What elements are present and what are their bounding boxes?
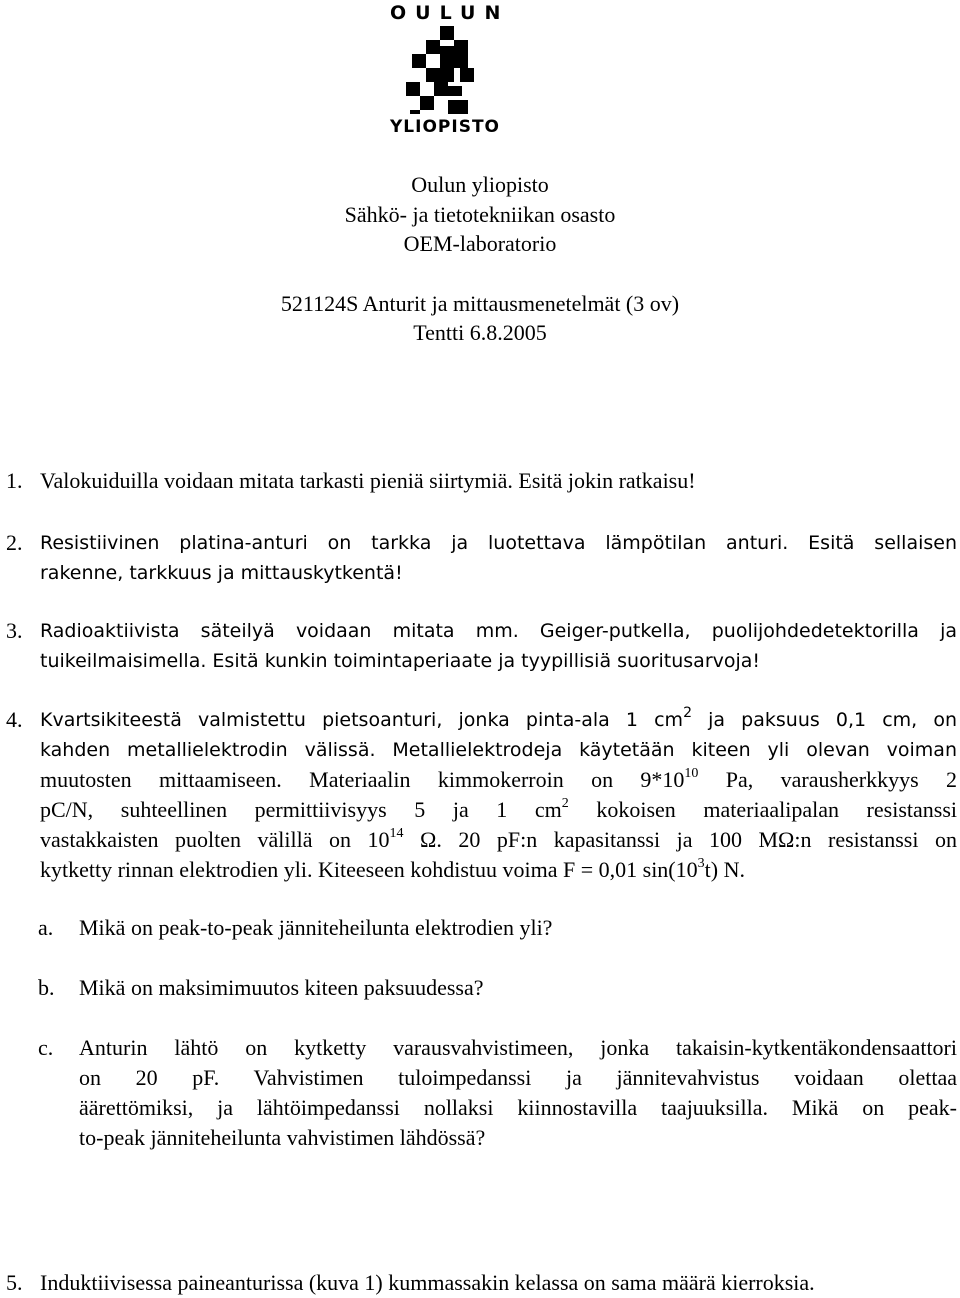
question-4-line-3: muutosten mittaamiseen. Materiaalin kimmokerroin on $9*10^{10}$ Pa, varausherkkyys 2 bbox=[40, 765, 958, 792]
question-5-number: 5. bbox=[6, 1270, 23, 1295]
question-2-line-2: rakenne, tarkkuus ja mittauskytkentä! bbox=[40, 562, 403, 584]
question-4c-line-2: on 20 pF. Vahvistimen tuloimpedanssi ja jännitevahvistus voidaan olettaa bbox=[79, 1065, 957, 1090]
question-4c-line-4: to-peak jänniteheilunta vahvistimen lähdössä? bbox=[79, 1125, 486, 1150]
question-4a-label: a. bbox=[38, 915, 54, 940]
question-4-number: 4. bbox=[6, 707, 23, 732]
course-title: 521124S Anturit ja mittausmenetelmät (3 ov) bbox=[280, 291, 680, 316]
laboratory-name: OEM-laboratorio bbox=[403, 231, 557, 256]
question-3-line-2: tuikeilmaisimella. Esitä kunkin toimintaperiaate ja tyypillisiä suoritusarvoja! bbox=[40, 650, 761, 672]
question-3-number: 3. bbox=[6, 618, 23, 643]
question-2-line-1: Resistiivinen platina-anturi on tarkka ja luotettava lämpötilan anturi. Esitä sellaisen bbox=[40, 532, 957, 554]
university-name: Oulun yliopisto bbox=[411, 172, 549, 197]
question-4c-line-3: äärettömiksi, ja lähtöimpedanssi nollaksi kiinnostavilla taajuuksilla. Mikä on peak- bbox=[79, 1095, 957, 1120]
question-4-line-4: pC/N, suhteellinen permittiivisyys 5 ja 1 $cm^2$ kokoisen materiaalipalan resistanssi bbox=[40, 795, 957, 822]
question-1-text: Valokuiduilla voidaan mitata tarkasti pieniä siirtymiä. Esitä jokin ratkaisu! bbox=[40, 468, 696, 493]
question-3 bbox=[40, 616, 957, 676]
question-4 bbox=[40, 705, 957, 885]
question-4b-label: b. bbox=[38, 975, 55, 1000]
exam-date: Tentti 6.8.2005 bbox=[413, 320, 547, 345]
question-4c bbox=[79, 1033, 957, 1153]
logo-top-word: OULUN bbox=[390, 2, 510, 24]
question-1 bbox=[40, 466, 957, 496]
question-4a-text: Mikä on peak-to-peak jänniteheilunta elektrodien yli? bbox=[79, 915, 553, 940]
logo-emblem-icon bbox=[406, 26, 474, 114]
question-4c-line-1: Anturin lähtö on kytketty varausvahvistimeen, jonka takaisin-kytkentäkondensaattori bbox=[79, 1035, 957, 1060]
question-5-text: Induktiivisessa paineanturissa (kuva 1) kummassakin kelassa on sama määrä kierroksia. bbox=[40, 1270, 815, 1295]
question-4b-text: Mikä on maksimimuutos kiteen paksuudessa? bbox=[79, 975, 484, 1000]
question-2 bbox=[40, 528, 957, 588]
question-3-line-1: Radioaktiivista säteilyä voidaan mitata mm. Geiger-putkella, puolijohdedetektorilla ja bbox=[40, 620, 957, 642]
question-4-line-5: vastakkaisten puolten välillä on $10^{14}$ Ω. 20 pF:n kapasitanssi ja 100 MΩ:n resistanssi on bbox=[40, 825, 957, 852]
question-1-number: 1. bbox=[6, 468, 23, 493]
question-2-number: 2. bbox=[6, 530, 23, 555]
question-4-line-1: Kvartsikiteestä valmistettu pietsoanturi, jonka pinta-ala 1 $cm^2$ ja paksuus 0,1 cm, on bbox=[40, 704, 958, 731]
question-4-line-2: kahden metallielektrodin välissä. Metallielektrodeja käytetään kiteen yli olevan voiman bbox=[40, 739, 957, 761]
question-5 bbox=[40, 1268, 957, 1298]
university-logo bbox=[390, 2, 510, 138]
logo-bottom-word: YLIOPISTO bbox=[390, 117, 500, 137]
department-name: Sähkö- ja tietotekniikan osasto bbox=[344, 202, 616, 227]
question-4c-label: c. bbox=[38, 1035, 54, 1060]
question-4-line-6: kytketty rinnan elektrodien yli. Kiteeseen kohdistuu voima F = 0,01 $\sin(10^3t)$ N. bbox=[40, 855, 745, 882]
